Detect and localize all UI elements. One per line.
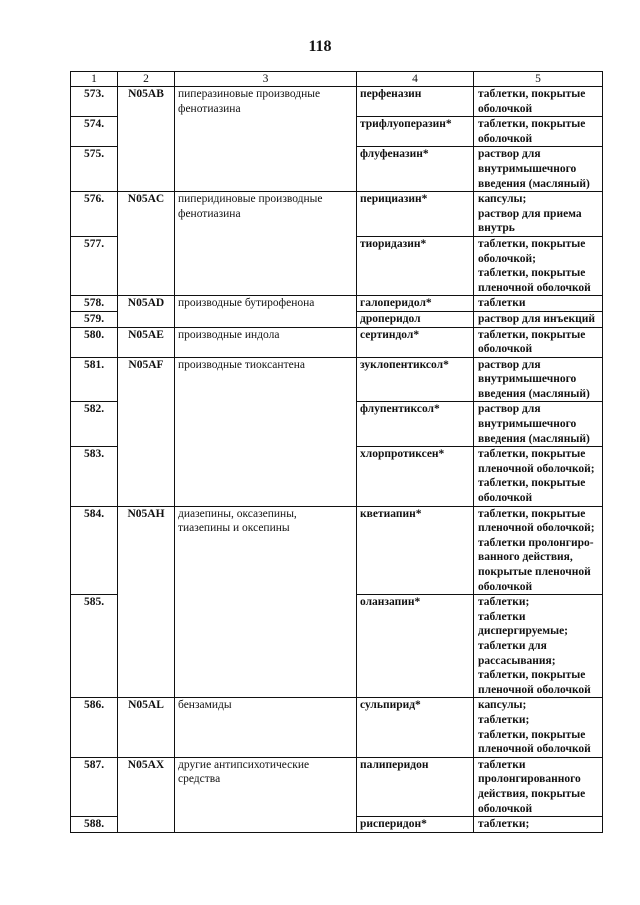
- drug-name: трифлуоперазин*: [357, 117, 474, 147]
- dosage-form: раствор для инъекций: [474, 311, 603, 327]
- row-number: 580.: [71, 327, 118, 357]
- dosage-form: таблетки, покрытые оболочкой: [474, 87, 603, 117]
- row-number: 582.: [71, 402, 118, 447]
- drug-name: кветиапин*: [357, 506, 474, 595]
- column-header: 4: [357, 72, 474, 87]
- drug-name: флупентиксол*: [357, 402, 474, 447]
- column-header: 5: [474, 72, 603, 87]
- group-name: производные бутирофенона: [175, 296, 357, 327]
- drug-name: оланзапин*: [357, 595, 474, 698]
- table-row: [71, 506, 603, 595]
- drug-name: перфеназин: [357, 87, 474, 117]
- row-number: 588.: [71, 817, 118, 833]
- drug-name: сульпирид*: [357, 698, 474, 757]
- drug-name: зуклопентиксол*: [357, 357, 474, 402]
- dosage-form: раствор для внутримышечного введения (масляный): [474, 147, 603, 192]
- drug-name: рисперидон*: [357, 817, 474, 833]
- drug-name: флуфеназин*: [357, 147, 474, 192]
- dosage-form: таблетки, покрытые оболочкой: [474, 117, 603, 147]
- row-number: 587.: [71, 757, 118, 816]
- row-number: 574.: [71, 117, 118, 147]
- table-row: [71, 357, 603, 402]
- table-row: [71, 296, 603, 312]
- dosage-form: таблетки пролонгированного действия, покрытые оболочкой: [474, 757, 603, 816]
- drug-name: сертиндол*: [357, 327, 474, 357]
- table-row: [71, 698, 603, 757]
- atc-code: N05AC: [118, 192, 175, 296]
- group-name: производные тиоксантена: [175, 357, 357, 506]
- row-number: 577.: [71, 236, 118, 295]
- drug-name: дроперидол: [357, 311, 474, 327]
- row-number: 578.: [71, 296, 118, 312]
- drug-name: тиоридазин*: [357, 236, 474, 295]
- dosage-form: раствор для внутримышечного введения (масляный): [474, 402, 603, 447]
- group-name: бензамиды: [175, 698, 357, 757]
- group-name: производные индола: [175, 327, 357, 357]
- table-row: [71, 87, 603, 117]
- table-row: [71, 757, 603, 816]
- column-header: 1: [71, 72, 118, 87]
- row-number: 584.: [71, 506, 118, 595]
- atc-code: N05AD: [118, 296, 175, 327]
- atc-code: N05AF: [118, 357, 175, 506]
- dosage-form: таблетки, покрытые пленочной оболочкой; таблетки, покрытые оболочкой: [474, 447, 603, 506]
- drug-name: галоперидол*: [357, 296, 474, 312]
- group-name: пиперазиновые производные фенотиазина: [175, 87, 357, 192]
- row-number: 585.: [71, 595, 118, 698]
- drug-name: перициазин*: [357, 192, 474, 237]
- header-row: [71, 72, 603, 87]
- dosage-form: таблетки, покрытые пленочной оболочкой; таблетки пролонгиро- ванного действия, покрытые пленочной оболочкой: [474, 506, 603, 595]
- drug-name: хлорпротиксен*: [357, 447, 474, 506]
- atc-code: N05AH: [118, 506, 175, 698]
- group-name: другие антипсихотические средства: [175, 757, 357, 832]
- dosage-form: капсулы; раствор для приема внутрь: [474, 192, 603, 237]
- group-name: пиперидиновые производные фенотиазина: [175, 192, 357, 296]
- dosage-form: таблетки, покрытые оболочкой: [474, 327, 603, 357]
- atc-code: N05AB: [118, 87, 175, 192]
- dosage-form: таблетки: [474, 296, 603, 312]
- dosage-form: раствор для внутримышечного введения (масляный): [474, 357, 603, 402]
- dosage-form: таблетки; таблетки диспергируемые; таблетки для рассасывания; таблетки, покрытые пленочной оболочкой: [474, 595, 603, 698]
- page-number: 118: [308, 38, 332, 55]
- table-row: [71, 327, 603, 357]
- dosage-form: таблетки;: [474, 817, 603, 833]
- row-number: 579.: [71, 311, 118, 327]
- dosage-form: капсулы; таблетки; таблетки, покрытые пленочной оболочкой: [474, 698, 603, 757]
- row-number: 576.: [71, 192, 118, 237]
- row-number: 575.: [71, 147, 118, 192]
- row-number: 586.: [71, 698, 118, 757]
- dosage-form: таблетки, покрытые оболочкой; таблетки, покрытые пленочной оболочкой: [474, 236, 603, 295]
- group-name: диазепины, оксазепины, тиазепины и оксепины: [175, 506, 357, 698]
- atc-code: N05AL: [118, 698, 175, 757]
- row-number: 581.: [71, 357, 118, 402]
- drug-table: [70, 71, 603, 833]
- row-number: 583.: [71, 447, 118, 506]
- row-number: 573.: [71, 87, 118, 117]
- column-header: 3: [175, 72, 357, 87]
- drug-name: палиперидон: [357, 757, 474, 816]
- atc-code: N05AX: [118, 757, 175, 832]
- table-row: [71, 192, 603, 237]
- column-header: 2: [118, 72, 175, 87]
- atc-code: N05AE: [118, 327, 175, 357]
